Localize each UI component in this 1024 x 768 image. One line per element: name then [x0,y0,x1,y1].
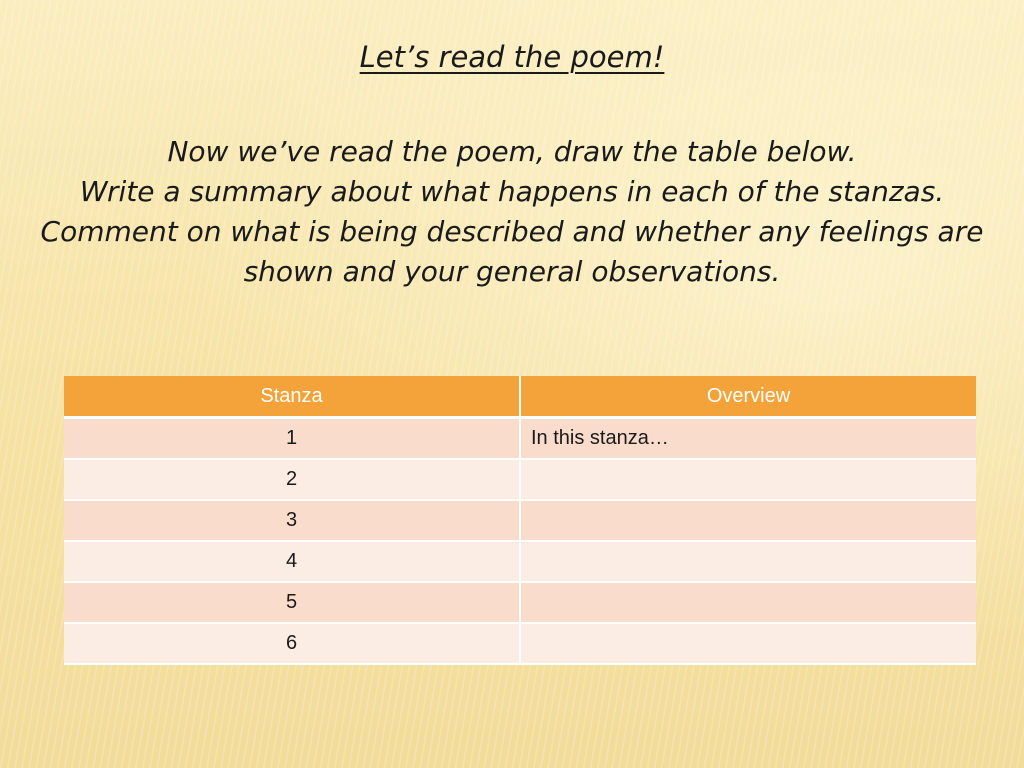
stanza-cell: 1 [64,418,520,460]
instruction-line: Write a summary about what happens in each of the stanzas. [79,175,945,208]
overview-cell[interactable] [520,623,976,664]
header-stanza: Stanza [64,376,520,418]
stanza-cell: 5 [64,582,520,623]
instruction-line: Now we’ve read the poem, draw the table below. [167,135,857,168]
overview-cell[interactable] [520,459,976,500]
table-row [64,582,976,623]
table-row [64,500,976,541]
stanza-cell: 2 [64,459,520,500]
table-row [64,459,976,500]
overview-cell[interactable] [520,541,976,582]
stanza-table [64,376,976,665]
overview-cell[interactable] [520,582,976,623]
table-row [64,418,976,460]
stanza-cell: 4 [64,541,520,582]
overview-cell[interactable]: In this stanza… [520,418,976,460]
stanza-cell: 3 [64,500,520,541]
stanza-cell: 6 [64,623,520,664]
table-row [64,623,976,664]
instructions-text [30,132,994,292]
table-header-row [64,376,976,418]
slide-title: Let’s read the poem! [359,40,665,74]
instruction-line: Comment on what is being described and whether any feelings are shown and your general observations. [40,215,984,288]
table-row [64,541,976,582]
header-overview: Overview [520,376,976,418]
overview-cell[interactable] [520,500,976,541]
